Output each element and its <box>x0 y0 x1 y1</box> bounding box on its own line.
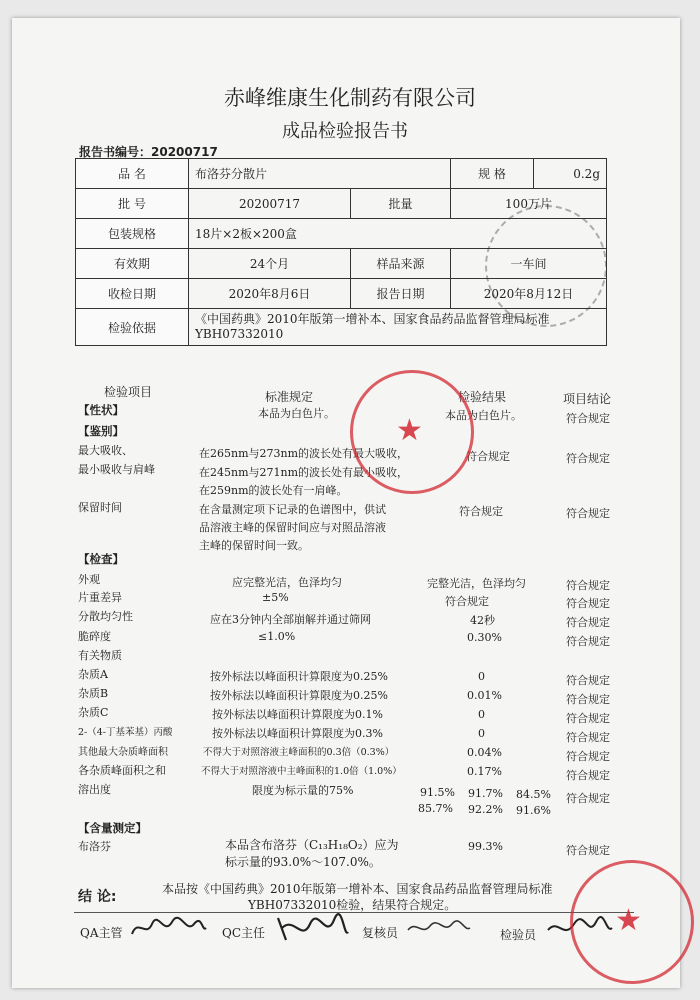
dissolution-value: 91.5% <box>420 786 455 799</box>
document-title: 成品检验报告书 <box>282 121 408 142</box>
inspector-label: 检验员 <box>500 928 537 942</box>
header-standard: 标准规定 <box>265 390 314 404</box>
qa-label: QA主管 <box>80 926 123 940</box>
qty-value: 100万片 <box>451 189 607 219</box>
look-item: 外观 <box>78 573 100 586</box>
impurity-c-result: 0 <box>478 708 485 721</box>
dissolution-conclusion: 符合规定 <box>566 792 610 805</box>
batch-label: 批 号 <box>76 189 189 219</box>
rt-standard-line2: 品溶液主峰的保留时间应与对照品溶液 <box>199 521 386 534</box>
recv-date-value: 2020年8月6日 <box>189 279 351 309</box>
reviewer-label: 复核员 <box>362 926 399 940</box>
product-value: 布洛芬分散片 <box>189 159 451 189</box>
rt-conclusion: 符合规定 <box>566 507 610 520</box>
impurity-sum-conclusion: 符合规定 <box>566 769 610 782</box>
info-table <box>75 158 607 346</box>
impurity-c-conclusion: 符合规定 <box>566 712 610 725</box>
weight-conclusion: 符合规定 <box>566 597 610 610</box>
rt-standard-line3: 主峰的保留时间一致。 <box>199 539 309 552</box>
reviewer-signature <box>404 916 474 940</box>
pack-label: 包装规格 <box>76 219 189 249</box>
dispersion-conclusion: 符合规定 <box>566 616 610 629</box>
weight-standard: ±5% <box>262 591 289 604</box>
section-identification: 【鉴别】 <box>78 424 124 438</box>
other-impurity-item: 其他最大杂质峰面积 <box>78 747 168 758</box>
pack-value: 18片×2板×200盒 <box>189 219 607 249</box>
assay-item: 布洛芬 <box>78 840 111 853</box>
batch-value: 20200717 <box>189 189 351 219</box>
assay-standard-line1: 本品含布洛芬（C₁₃H₁₈O₂）应为 <box>225 838 399 852</box>
impurity-b-item: 杂质B <box>78 687 109 700</box>
impurity-sum-result: 0.17% <box>467 765 502 778</box>
appearance-standard: 本品为白色片。 <box>258 407 335 420</box>
qc-label: QC主任 <box>222 926 266 940</box>
look-conclusion: 符合规定 <box>566 579 610 592</box>
friability-item: 脆碎度 <box>78 630 111 643</box>
recv-date-label: 收检日期 <box>76 279 189 309</box>
impurity-b-result: 0.01% <box>467 689 502 702</box>
report-date-value: 2020年8月12日 <box>451 279 607 309</box>
section-inspection: 【检查】 <box>78 552 124 566</box>
impurity-a-item: 杂质A <box>78 668 108 681</box>
uv-standard-line2: 在245nm与271nm的波长处有最小吸收， <box>199 466 409 479</box>
impurity-propanoic-standard: 按外标法以峰面积计算限度为0.3% <box>212 727 383 740</box>
section-appearance: 【性状】 <box>78 403 124 417</box>
source-value: 一车间 <box>451 249 607 279</box>
impurity-a-conclusion: 符合规定 <box>566 674 610 687</box>
basis-label: 检验依据 <box>76 309 189 346</box>
appearance-conclusion: 符合规定 <box>566 412 610 425</box>
related-substances-item: 有关物质 <box>78 649 122 662</box>
dissolution-value: 91.7% <box>468 787 503 800</box>
assay-conclusion: 符合规定 <box>566 844 610 857</box>
rt-standard-line1: 在含量测定项下记录的色谱图中，供试 <box>199 503 386 516</box>
dissolution-value: 91.6% <box>516 804 551 817</box>
expiry-label: 有效期 <box>76 249 189 279</box>
uv-result: 符合规定 <box>466 450 510 463</box>
friability-standard: ≤1.0% <box>258 630 296 643</box>
impurity-b-standard: 按外标法以峰面积计算限度为0.25% <box>210 689 388 702</box>
impurity-sum-item: 各杂质峰面积之和 <box>78 764 166 777</box>
rt-result: 符合规定 <box>459 505 503 518</box>
other-impurity-conclusion: 符合规定 <box>566 750 610 763</box>
uv-conclusion: 符合规定 <box>566 452 610 465</box>
header-result: 检验结果 <box>458 390 507 404</box>
header-conclusion: 项目结论 <box>563 392 612 406</box>
other-impurity-result: 0.04% <box>467 746 502 759</box>
qa-signature <box>128 914 208 942</box>
source-label: 样品来源 <box>351 249 451 279</box>
impurity-c-item: 杂质C <box>78 706 109 719</box>
dissolution-standard: 限度为标示量的75% <box>252 784 354 797</box>
qc-signature <box>272 912 352 946</box>
basis-value: 《中国药典》2010年版第一增补本、国家食品药品监督管理局标准YBH07332010 <box>189 309 607 346</box>
dissolution-item: 溶出度 <box>78 783 111 796</box>
dissolution-value: 84.5% <box>516 788 551 801</box>
header-item: 检验项目 <box>104 385 153 399</box>
impurity-propanoic-conclusion: 符合规定 <box>566 731 610 744</box>
weight-result: 符合规定 <box>445 595 489 608</box>
dissolution-value: 85.7% <box>418 802 453 815</box>
impurity-a-standard: 按外标法以峰面积计算限度为0.25% <box>210 670 388 683</box>
other-impurity-standard: 不得大于对照溶液主峰面积的0.3倍（0.3%） <box>203 747 395 758</box>
dispersion-result: 42秒 <box>470 614 495 627</box>
impurity-a-result: 0 <box>478 670 485 683</box>
spec-value: 0.2g <box>534 159 607 189</box>
dispersion-item: 分散均匀性 <box>78 610 133 623</box>
star-icon: ★ <box>615 903 642 938</box>
impurity-propanoic-result: 0 <box>478 727 485 740</box>
dissolution-value: 92.2% <box>468 803 503 816</box>
impurity-b-conclusion: 符合规定 <box>566 693 610 706</box>
appearance-result: 本品为白色片。 <box>445 409 522 422</box>
qty-label: 批量 <box>351 189 451 219</box>
impurity-sum-standard: 不得大于对照溶液中主峰面积的1.0倍（1.0%） <box>201 766 402 777</box>
conclusion-text-line2: YBH07332010检验，结果符合规定。 <box>248 898 457 912</box>
conclusion-label: 结 论: <box>78 889 117 905</box>
dispersion-standard: 应在3分钟内全部崩解并通过筛网 <box>210 613 371 626</box>
product-label: 品 名 <box>76 159 189 189</box>
expiry-value: 24个月 <box>189 249 351 279</box>
weight-item: 片重差异 <box>78 591 122 604</box>
conclusion-text-line1: 本品按《中国药典》2010年版第一增补本、国家食品药品监督管理局标准 <box>162 882 553 896</box>
friability-result: 0.30% <box>467 631 502 644</box>
uv-item-line2: 最小吸收与肩峰 <box>78 463 155 476</box>
assay-result: 99.3% <box>468 840 503 853</box>
look-result: 完整光洁，色泽均匀 <box>427 577 526 590</box>
rt-item: 保留时间 <box>78 501 122 514</box>
uv-standard-line3: 在259nm的波长处有一肩峰。 <box>199 484 348 497</box>
impurity-c-standard: 按外标法以峰面积计算限度为0.1% <box>212 708 383 721</box>
company-name: 赤峰维康生化制药有限公司 <box>224 86 476 110</box>
report-date-label: 报告日期 <box>351 279 451 309</box>
uv-item-line1: 最大吸收、 <box>78 444 133 457</box>
look-standard: 应完整光洁，色泽均匀 <box>232 576 342 589</box>
report-number: 报告书编号：20200717 <box>79 145 218 159</box>
assay-standard-line2: 标示量的93.0%～107.0%。 <box>225 855 381 869</box>
section-assay: 【含量测定】 <box>78 821 147 835</box>
spec-label: 规 格 <box>451 159 534 189</box>
star-icon: ★ <box>396 413 423 448</box>
impurity-propanoic-item: 2-（4-丁基苯基）丙酸 <box>78 727 173 738</box>
uv-standard-line1: 在265nm与273nm的波长处有最大吸收， <box>199 447 409 460</box>
friability-conclusion: 符合规定 <box>566 635 610 648</box>
